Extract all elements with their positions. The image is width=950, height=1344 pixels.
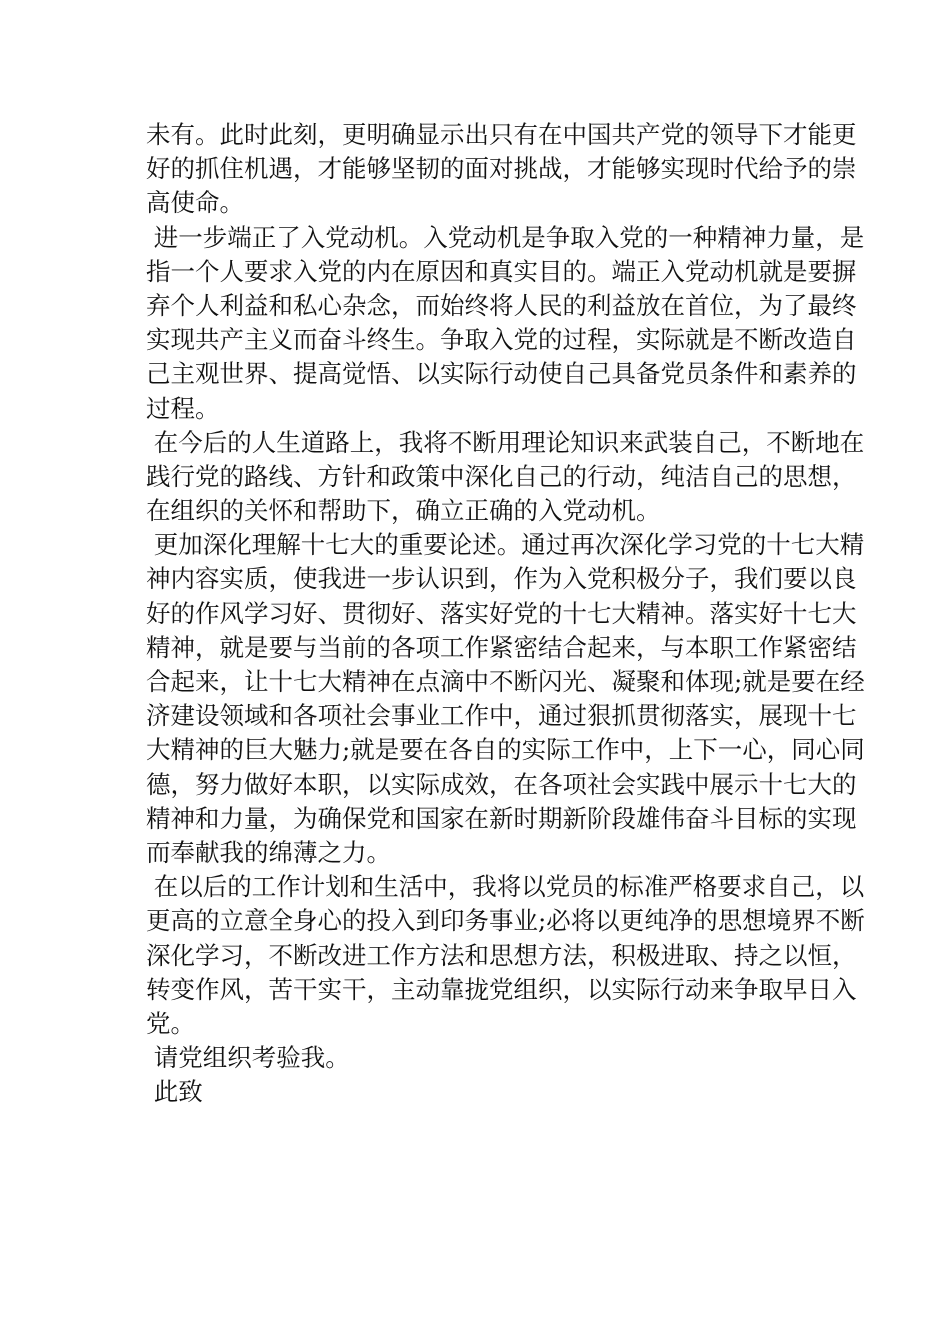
text-line: 过程。 bbox=[146, 393, 220, 423]
text-line: 大精神的巨大魅力;就是要在各自的实际工作中，上下一心，同心同 bbox=[146, 735, 865, 765]
text-line: 更加深化理解十七大的重要论述。通过再次深化学习党的十七大精 bbox=[146, 530, 865, 560]
text-line: 请党组织考验我。 bbox=[146, 1043, 350, 1073]
text-line: 高使命。 bbox=[146, 188, 244, 218]
text-line: 在组织的关怀和帮助下，确立正确的入党动机。 bbox=[146, 496, 661, 526]
text-line: 精神，就是要与当前的各项工作紧密结合起来，与本职工作紧密结 bbox=[146, 632, 857, 662]
text-line: 践行党的路线、方针和政策中深化自己的行动，纯洁自己的思想， bbox=[146, 461, 857, 491]
text-line: 弃个人利益和私心杂念，而始终将人民的利益放在首位，为了最终 bbox=[146, 290, 857, 320]
text-line: 进一步端正了入党动机。入党动机是争取入党的一种精神力量，是 bbox=[146, 222, 865, 252]
text-line: 转变作风，苦干实干，主动靠拢党组织，以实际行动来争取早日入 bbox=[146, 974, 857, 1004]
text-line: 更高的立意全身心的投入到印务事业;必将以更纯净的思想境界不断 bbox=[146, 906, 865, 936]
text-line: 指一个人要求入党的内在原因和真实目的。端正入党动机就是要摒 bbox=[146, 256, 857, 286]
text-line: 好的抓住机遇，才能够坚韧的面对挑战，才能够实现时代给予的崇 bbox=[146, 154, 857, 184]
text-line: 神内容实质，使我进一步认识到，作为入党积极分子，我们要以良 bbox=[146, 564, 857, 594]
text-line: 未有。此时此刻，更明确显示出只有在中国共产党的领导下才能更 bbox=[146, 120, 857, 149]
text-line: 好的作风学习好、贯彻好、落实好党的十七大精神。落实好十七大 bbox=[146, 598, 857, 628]
text-line: 德，努力做好本职，以实际成效，在各项社会实践中展示十七大的 bbox=[146, 769, 857, 799]
text-line: 党。 bbox=[146, 1008, 195, 1038]
text-line: 深化学习，不断改进工作方法和思想方法，积极进取、持之以恒， bbox=[146, 940, 857, 970]
text-line: 而奉献我的绵薄之力。 bbox=[146, 837, 391, 867]
text-line: 济建设领域和各项社会事业工作中，通过狠抓贯彻落实，展现十七 bbox=[146, 701, 857, 731]
text-line: 己主观世界、提高觉悟、以实际行动使自己具备党员条件和素养的 bbox=[146, 359, 857, 389]
text-line: 精神和力量，为确保党和国家在新时期新阶段雄伟奋斗目标的实现 bbox=[146, 803, 857, 833]
text-line: 合起来，让十七大精神在点滴中不断闪光、凝聚和体现;就是要在经 bbox=[146, 667, 865, 696]
text-line: 在以后的工作计划和生活中，我将以党员的标准严格要求自己，以 bbox=[146, 872, 865, 902]
document-body bbox=[146, 118, 865, 1109]
text-line: 在今后的人生道路上，我将不断用理论知识来武装自己，不断地在 bbox=[146, 427, 865, 457]
text-line: 此致 bbox=[146, 1077, 203, 1107]
text-line: 实现共产主义而奋斗终生。争取入党的过程，实际就是不断改造自 bbox=[146, 325, 857, 355]
